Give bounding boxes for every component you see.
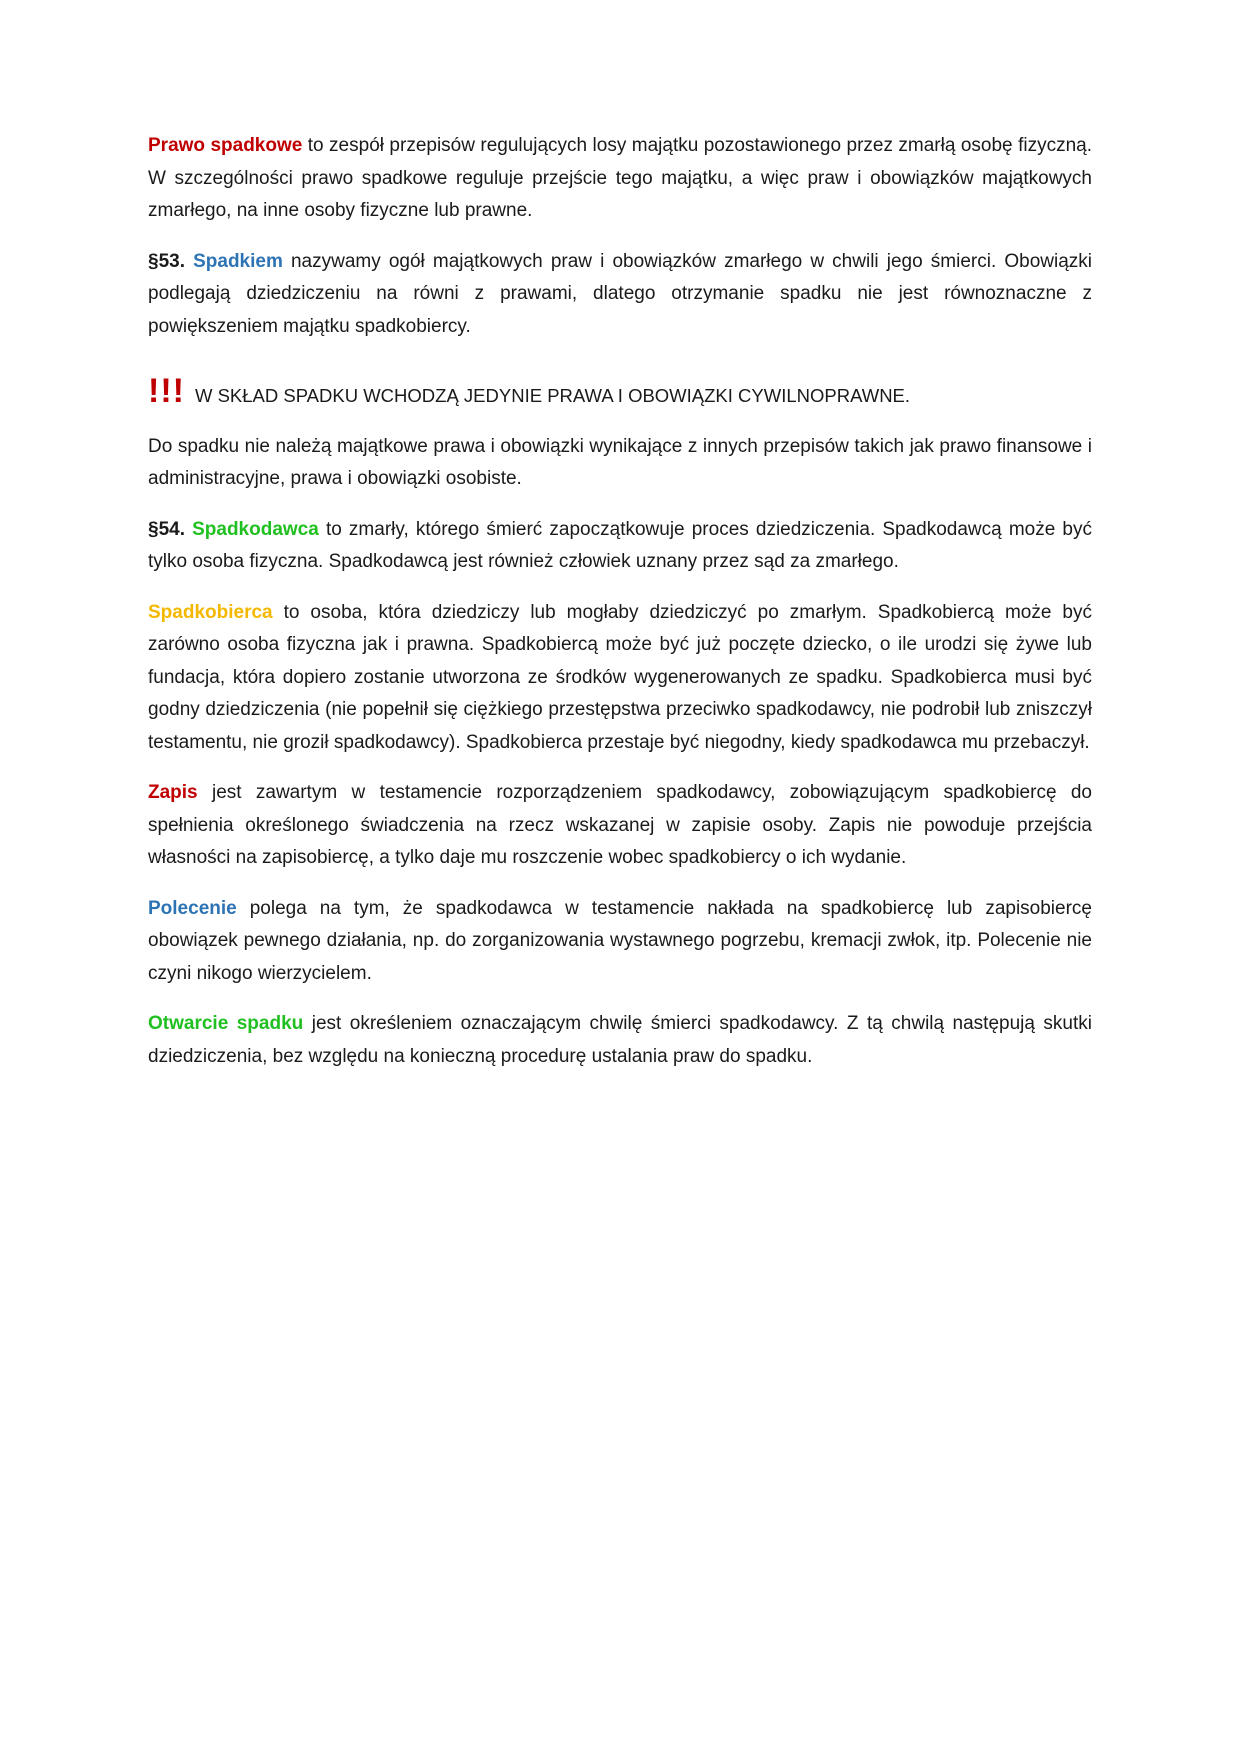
section-number: §54. — [148, 518, 185, 540]
paragraph-polecenie — [148, 893, 1092, 991]
paragraph-spadkobierca — [148, 597, 1092, 760]
paragraph-text: jest określeniem oznaczającym chwilę śmierci spadkodawcy. Z tą chwilą następują skutki dziedziczenia, bez względu na konieczną procedurę ustalania praw do spadku. — [148, 1013, 1092, 1067]
paragraph-text: to zespół przepisów regulujących losy majątku pozostawionego przez zmarłą osobę fizyczną. W szczególności prawo spadkowe reguluje przejście tego majątku, a więc praw i obowiązków majątkowych zmarłego, na inne osoby fizyczne lub prawne. — [148, 135, 1092, 221]
paragraph-otwarcie-spadku — [148, 1008, 1092, 1073]
paragraph-text: nazywamy ogół majątkowych praw i obowiązków zmarłego w chwili jego śmierci. Obowiązki podlegają dziedziczeniu na równi z prawami, dlatego otrzymanie spadku nie jest równoznaczne z powiększeniem majątku spadkobiercy. — [148, 250, 1092, 337]
exclamation-marks-icon: !!! — [148, 372, 185, 410]
paragraph-text: jest zawartym w testamencie rozporządzeniem spadkodawcy, zobowiązującym spadkobiercę do spełnienia określonego świadczenia na rzecz wskazanej w zapisie osoby. Zapis nie powoduje przejścia własności na zapisobiercę, a tylko daje mu roszczenie wobec spadkobiercy o ich wydanie. — [148, 782, 1092, 868]
paragraph-text: to zmarły, którego śmierć zapoczątkowuje proces dziedziczenia. Spadkodawcą może być tylko osoba fizyczna. Spadkodawcą jest również człowiek uznany przez sąd za zmarłego. — [148, 518, 1092, 572]
paragraph-zapis — [148, 777, 1092, 875]
term-prawo-spadkowe: Prawo spadkowe — [148, 135, 303, 156]
term-spadkobierca: Spadkobierca — [148, 601, 273, 623]
term-spadkiem: Spadkiem — [193, 250, 283, 272]
paragraph-spadkodawca — [148, 514, 1092, 579]
paragraph-prawo-spadkowe — [148, 130, 1092, 228]
term-otwarcie-spadku: Otwarcie spadku — [148, 1013, 304, 1034]
paragraph-text: Do spadku nie należą majątkowe prawa i obowiązki wynikające z innych przepisów takich jak prawo finansowe i administracyjne, prawa i obowiązki osobiste. — [148, 435, 1092, 489]
warning-text: W SKŁAD SPADKU WCHODZĄ JEDYNIE PRAWA I OBOWIĄZKI CYWILNOPRAWNE. — [194, 385, 911, 406]
term-zapis: Zapis — [148, 782, 198, 803]
paragraph-text: to osoba, która dziedziczy lub mogłaby dziedziczyć po zmarłym. Spadkobiercą może być zarówno osoba fizyczna jak i prawna. Spadkobiercą może być już poczęte dziecko, o ile urodzi się żywe lub fundacja, która dopiero zostanie utworzona ze środków wygenerowanych ze spadku. Spadkobierca musi być godny dziedziczenia (nie popełnił się ciężkiego przestępstwa przeciwko spadkodawcy, nie podrobił lub zniszczył testamentu, nie groził spadkodawcy). Spadkobierca przestaje być niegodny, kiedy spadkodawca mu przebaczył. — [148, 601, 1092, 753]
term-spadkodawca: Spadkodawca — [192, 518, 319, 540]
section-number: §53. — [148, 250, 185, 272]
warning-note — [148, 372, 1092, 413]
paragraph-nie-naleza — [148, 431, 1092, 496]
term-polecenie: Polecenie — [148, 897, 237, 919]
paragraph-text: polega na tym, że spadkodawca w testamencie nakłada na spadkobiercę lub zapisobiercę obowiązek pewnego działania, np. do zorganizowania wystawnego pogrzebu, kremacji zwłok, itp. Polecenie nie czyni nikogo wierzycielem. — [148, 897, 1092, 984]
paragraph-spadek — [148, 246, 1092, 344]
document-page — [148, 130, 1092, 1091]
